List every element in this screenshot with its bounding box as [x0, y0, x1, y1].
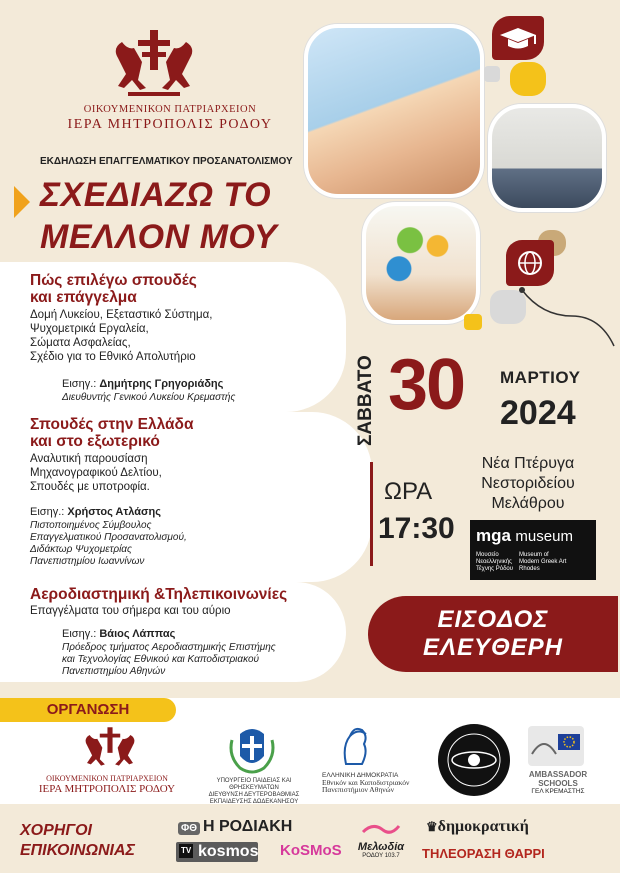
metropolis-logo [108, 28, 200, 100]
org-line: ΔΙΕΥΘΥΝΣΗ ΔΕΥΤΕΡΟΒΑΘΜΙΑΣ [208, 792, 300, 798]
session-title [30, 272, 197, 306]
event-title-line1: ΣΧΕΔΙΑΖΩ ΤΟ [40, 176, 272, 214]
melodia-logo [352, 822, 410, 862]
rodiaki-logo [178, 818, 292, 836]
org-university-text [322, 772, 426, 793]
venue [470, 454, 586, 514]
role-line: Διδάκτωρ Ψυχομετρίας [30, 544, 132, 555]
org-line: ΥΠΟΥΡΓΕΙΟ ΠΑΙΔΕΙΑΣ ΚΑΙ ΘΡΗΣΚΕΥΜΑΤΩΝ [216, 778, 292, 791]
topic-line: Μηχανογραφικού Δελτίου, [30, 467, 162, 479]
session-title: Αεροδιαστημική &Τηλεπικοινωνίες [30, 586, 288, 603]
speaker [62, 628, 175, 641]
role-line: Πρόεδρος τμήματος Αεροδιαστημικής Επιστήμης [62, 642, 276, 653]
kosmos-text: kosmos [198, 843, 259, 860]
org-line: Εθνικόν και Καποδιστριακόν [322, 778, 410, 787]
athena-head-icon [340, 724, 370, 766]
speaker-name: Βάιος Λάππας [99, 628, 176, 640]
role-line: Διευθυντής Γενικού Λυκείου Κρεμαστής [62, 392, 236, 403]
speaker-prefix: Εισηγ.: [62, 628, 100, 640]
organization-label: ΟΡΓΑΝΩΣΗ [0, 698, 176, 722]
role-line: Πιστοποιημένος Σύμβουλος [30, 520, 152, 531]
session-panel-3 [0, 582, 346, 682]
speaker-prefix: Εισηγ.: [30, 506, 68, 518]
entry-line: ΕΛΕΥΘΕΡΗ [422, 634, 564, 661]
museum-name-gr [476, 552, 513, 573]
metropolis-text: ΙΕΡΑ ΜΗΤΡΟΠΟΛΙΣ ΡΟΔΟΥ [67, 117, 273, 132]
org-line: ΙΕΡΑ ΜΗΤΡΟΠΟΛΙΣ ΡΟΔΟΥ [38, 783, 176, 795]
decor-tile [510, 62, 546, 96]
arrow-icon [14, 186, 30, 218]
topic-line: Επαγγέλματα του σήμερα και του αύριο [30, 605, 231, 617]
metropolis-logo-small [70, 726, 150, 772]
waiting-room-photo [488, 104, 606, 212]
topic-line: Ψυχομετρικά Εργαλεία, [30, 323, 149, 335]
students-photo [304, 24, 484, 198]
thari-tv-logo: ΤΗΛΕΟΡΑΣΗ ΘΑΡΡΙ [422, 846, 545, 861]
speaker-role [62, 392, 235, 404]
museum-name-en [519, 552, 566, 573]
topic-line: Αναλυτική παρουσίαση [30, 453, 148, 465]
museum-line: Μουσείο [476, 552, 499, 558]
event-subtitle: ΕΚΔΗΛΩΣΗ ΕΠΑΓΓΕΛΜΑΤΙΚΟΥ ΠΡΟΣΑΝΑΤΟΛΙΣΜΟΥ [40, 156, 293, 167]
speaker [62, 378, 223, 391]
decor-tile [484, 66, 500, 82]
event-month: ΜΑΡΤΙΟΥ [500, 368, 581, 387]
event-title-line2: ΜΕΛΛΟΝ ΜΟΥ [40, 218, 278, 256]
org-line: Πανεπιστήμιον Αθηνών [322, 785, 394, 794]
venue-line: Νέα Πτέρυγα [481, 455, 575, 472]
patriarchate-text: ΟΙΚΟΥΜΕΝΙΚΟΝ ΠΑΤΡΙΑΡΧΕΙΟΝ [83, 104, 257, 115]
museum-line: Modern Greek Art [519, 559, 567, 565]
weekday-label [352, 348, 376, 448]
session-title [30, 416, 193, 450]
role-line: Πανεπιστημίου Αθηνών [62, 666, 166, 677]
speaker-name: Χρήστος Ατλάσης [67, 506, 161, 518]
speaker-name: Δημήτρης Γρηγοριάδης [99, 378, 224, 390]
session-title-line: Σπουδές στην Ελλάδα [30, 416, 194, 433]
session-topics [30, 452, 162, 494]
decor-tile [464, 314, 482, 330]
free-entry-banner [368, 596, 618, 672]
melodia-wave-icon [361, 822, 401, 836]
dimokratiki-logo [426, 818, 529, 836]
media-sponsors-label: ΕΠΙΚΟΙΝΩΝΙΑΣ [20, 842, 135, 859]
museum-line: Rhodes [519, 566, 540, 572]
org-line: AMBASSADOR [528, 770, 588, 779]
topic-line: Δομή Λυκείου, Εξεταστικό Σύστημα, [30, 309, 213, 321]
event-year: 2024 [500, 394, 576, 432]
melodia-sub-text: ΡΟΔΟΥ 103.7 [362, 853, 400, 859]
dimokratiki-icon: ♛ [426, 819, 438, 834]
role-line: Πανεπιστημίου Ιωαννίνων [30, 556, 145, 567]
decor-swoosh [482, 286, 620, 366]
museum-logo-word: museum [515, 528, 573, 545]
topic-line: Σώματα Ασφαλείας, [30, 337, 131, 349]
session-panel-2 [0, 412, 372, 582]
graduation-cap-icon [492, 16, 544, 60]
entry-line: ΕΙΣΟΔΟΣ [437, 606, 549, 633]
speaker-prefix: Εισηγ.: [62, 378, 100, 390]
org-ministry-text [192, 778, 316, 806]
eu-parliament-icon [528, 726, 584, 766]
museum-line: Museum of [519, 552, 549, 558]
rodiaki-badge-icon: ΦΘ [178, 822, 200, 835]
event-day: 30 [388, 345, 465, 425]
divider [370, 462, 373, 566]
greek-coat-of-arms-icon [224, 726, 280, 776]
melodia-text: Μελωδία [357, 841, 405, 853]
event-time: 17:30 [378, 512, 455, 545]
time-label: ΩΡΑ [384, 478, 433, 505]
museum-line: Νεοελληνικής [476, 559, 512, 565]
dimokratiki-text: δημοκρατική [437, 818, 529, 835]
venue-line: Νεστοριδείου [481, 475, 575, 492]
museum-logo-mark: mga [476, 526, 511, 545]
speaker-role [62, 642, 276, 678]
kosmos-tv-logo [176, 842, 258, 862]
speaker [30, 506, 161, 519]
tv-badge-icon: TV [179, 844, 193, 858]
rodiaki-text: Η ΡΟΔΙΑΚΗ [203, 818, 293, 835]
org-line: SCHOOLS [538, 779, 578, 788]
session-panel-1 [0, 262, 346, 412]
session-title-line: Πώς επιλέγω σπουδές [30, 272, 197, 289]
org-line: ΕΛΛΗΝΙΚΗ ΔΗΜΟΚΡΑΤΙΑ [322, 772, 399, 779]
weekday-text: ΣΑΒΒΑΤΟ [355, 355, 376, 446]
role-line: και Τεχνολογίας Εθνικού και Καποδιστριακού [62, 654, 260, 665]
aerospace-dept-logo [436, 722, 512, 798]
kosmos-fm-logo: KoSMoS [280, 842, 342, 859]
topic-line: Σχέδιο για το Εθνικό Απολυτήριο [30, 351, 196, 363]
ambassador-schools-text [520, 770, 596, 795]
venue-line: Μελάθρου [491, 495, 565, 512]
museum-line: Τέχνης Ρόδου [476, 566, 514, 572]
org-line: ΓΕΛ ΚΡΕΜΑΣΤΗΣ [531, 788, 585, 795]
org-line: ΕΚΠΑΙΔΕΥΣΗΣ ΔΩΔΕΚΑΝΗΣΟΥ [209, 799, 299, 805]
session-title-line: και στο εξωτερικό [30, 433, 160, 450]
media-sponsors-label: ΧΟΡΗΓΟΙ [20, 822, 92, 839]
museum-logo [470, 520, 596, 580]
topic-line: Σπουδές με υποτροφία. [30, 481, 150, 493]
session-topics [30, 308, 212, 364]
session-title-line: και επάγγελμα [30, 289, 137, 306]
globe-icon [506, 240, 554, 286]
org-metropolis-text [14, 774, 200, 795]
org-line: ΟΙΚΟΥΜΕΝΙΚΟΝ ΠΑΤΡΙΑΡΧΕΙΟΝ [46, 774, 168, 783]
speaker-role [30, 520, 187, 568]
role-line: Επαγγελματικού Προσανατολισμού, [30, 532, 187, 543]
world-map-photo [362, 202, 480, 324]
